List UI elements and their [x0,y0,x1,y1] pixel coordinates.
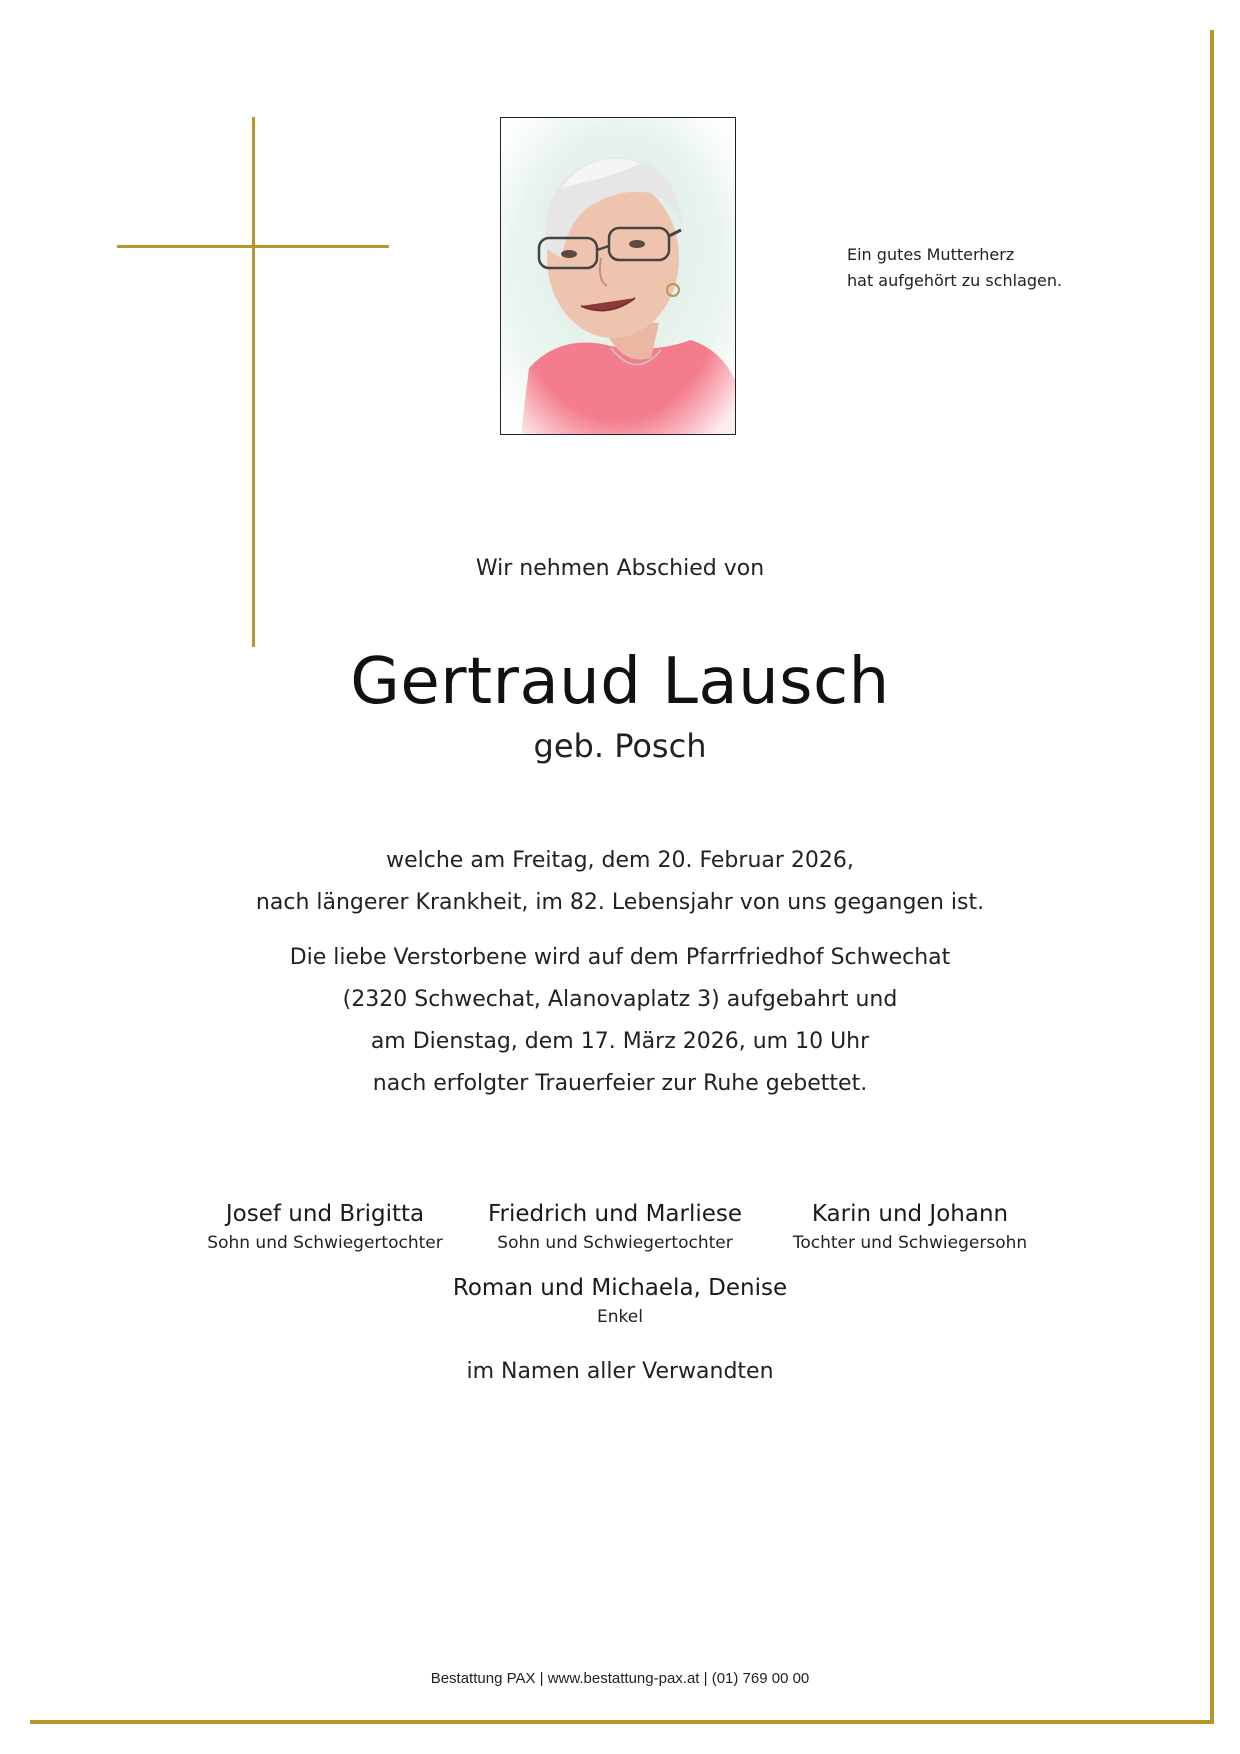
maiden-name: geb. Posch [533,727,707,765]
quote-line-1: Ein gutes Mutterherz [847,245,1015,264]
mourner-group [470,1197,760,1255]
mourner-names: Friedrich und Marliese [487,1201,743,1227]
mourner-relation: Tochter und Schwiegersohn [792,1233,1028,1253]
relatives-line: im Namen aller Verwandten [466,1359,774,1384]
mourner-group [420,1271,820,1329]
funeral-line-4: nach erfolgter Trauerfeier zur Ruhe gebettet. [372,1071,868,1096]
mourner-relation: Enkel [597,1307,643,1327]
funeral-line-1: Die liebe Verstorbene wird auf dem Pfarrfriedhof Schwechat [289,945,951,970]
mourner-group [200,1197,450,1255]
farewell-text: Wir nehmen Abschied von [475,556,765,581]
mourner-relation: Sohn und Schwiegertochter [207,1233,443,1253]
mourner-names: Josef und Brigitta [225,1201,425,1227]
cross-horizontal-bar [117,245,389,248]
quote [847,242,1062,294]
portrait-illustration [501,118,735,434]
page-border-bottom [30,1720,1214,1724]
funeral-line-2: (2320 Schwechat, Alanovaplatz 3) aufgebahrt und [342,987,898,1012]
deceased-name: Gertraud Lausch [350,645,890,719]
portrait-photo [500,117,736,435]
funeral-info [0,937,1240,1105]
quote-line-2: hat aufgehört zu schlagen. [847,271,1063,290]
footer: Bestattung PAX | www.bestattung-pax.at | (01) 769 00 00 [430,1670,810,1687]
mourner-relation: Sohn und Schwiegertochter [497,1233,733,1253]
death-notice-line-1: welche am Freitag, dem 20. Februar 2026, [386,848,854,873]
mourner-names: Roman und Michaela, Denise [452,1275,788,1301]
death-notice-line-2: nach längerer Krankheit, im 82. Lebensjahr von uns gegangen ist. [255,890,985,915]
mourner-names: Karin und Johann [811,1201,1009,1227]
funeral-line-3: am Dienstag, dem 17. März 2026, um 10 Uhr [370,1029,870,1054]
mourner-group [780,1197,1040,1255]
death-notice [0,840,1240,924]
